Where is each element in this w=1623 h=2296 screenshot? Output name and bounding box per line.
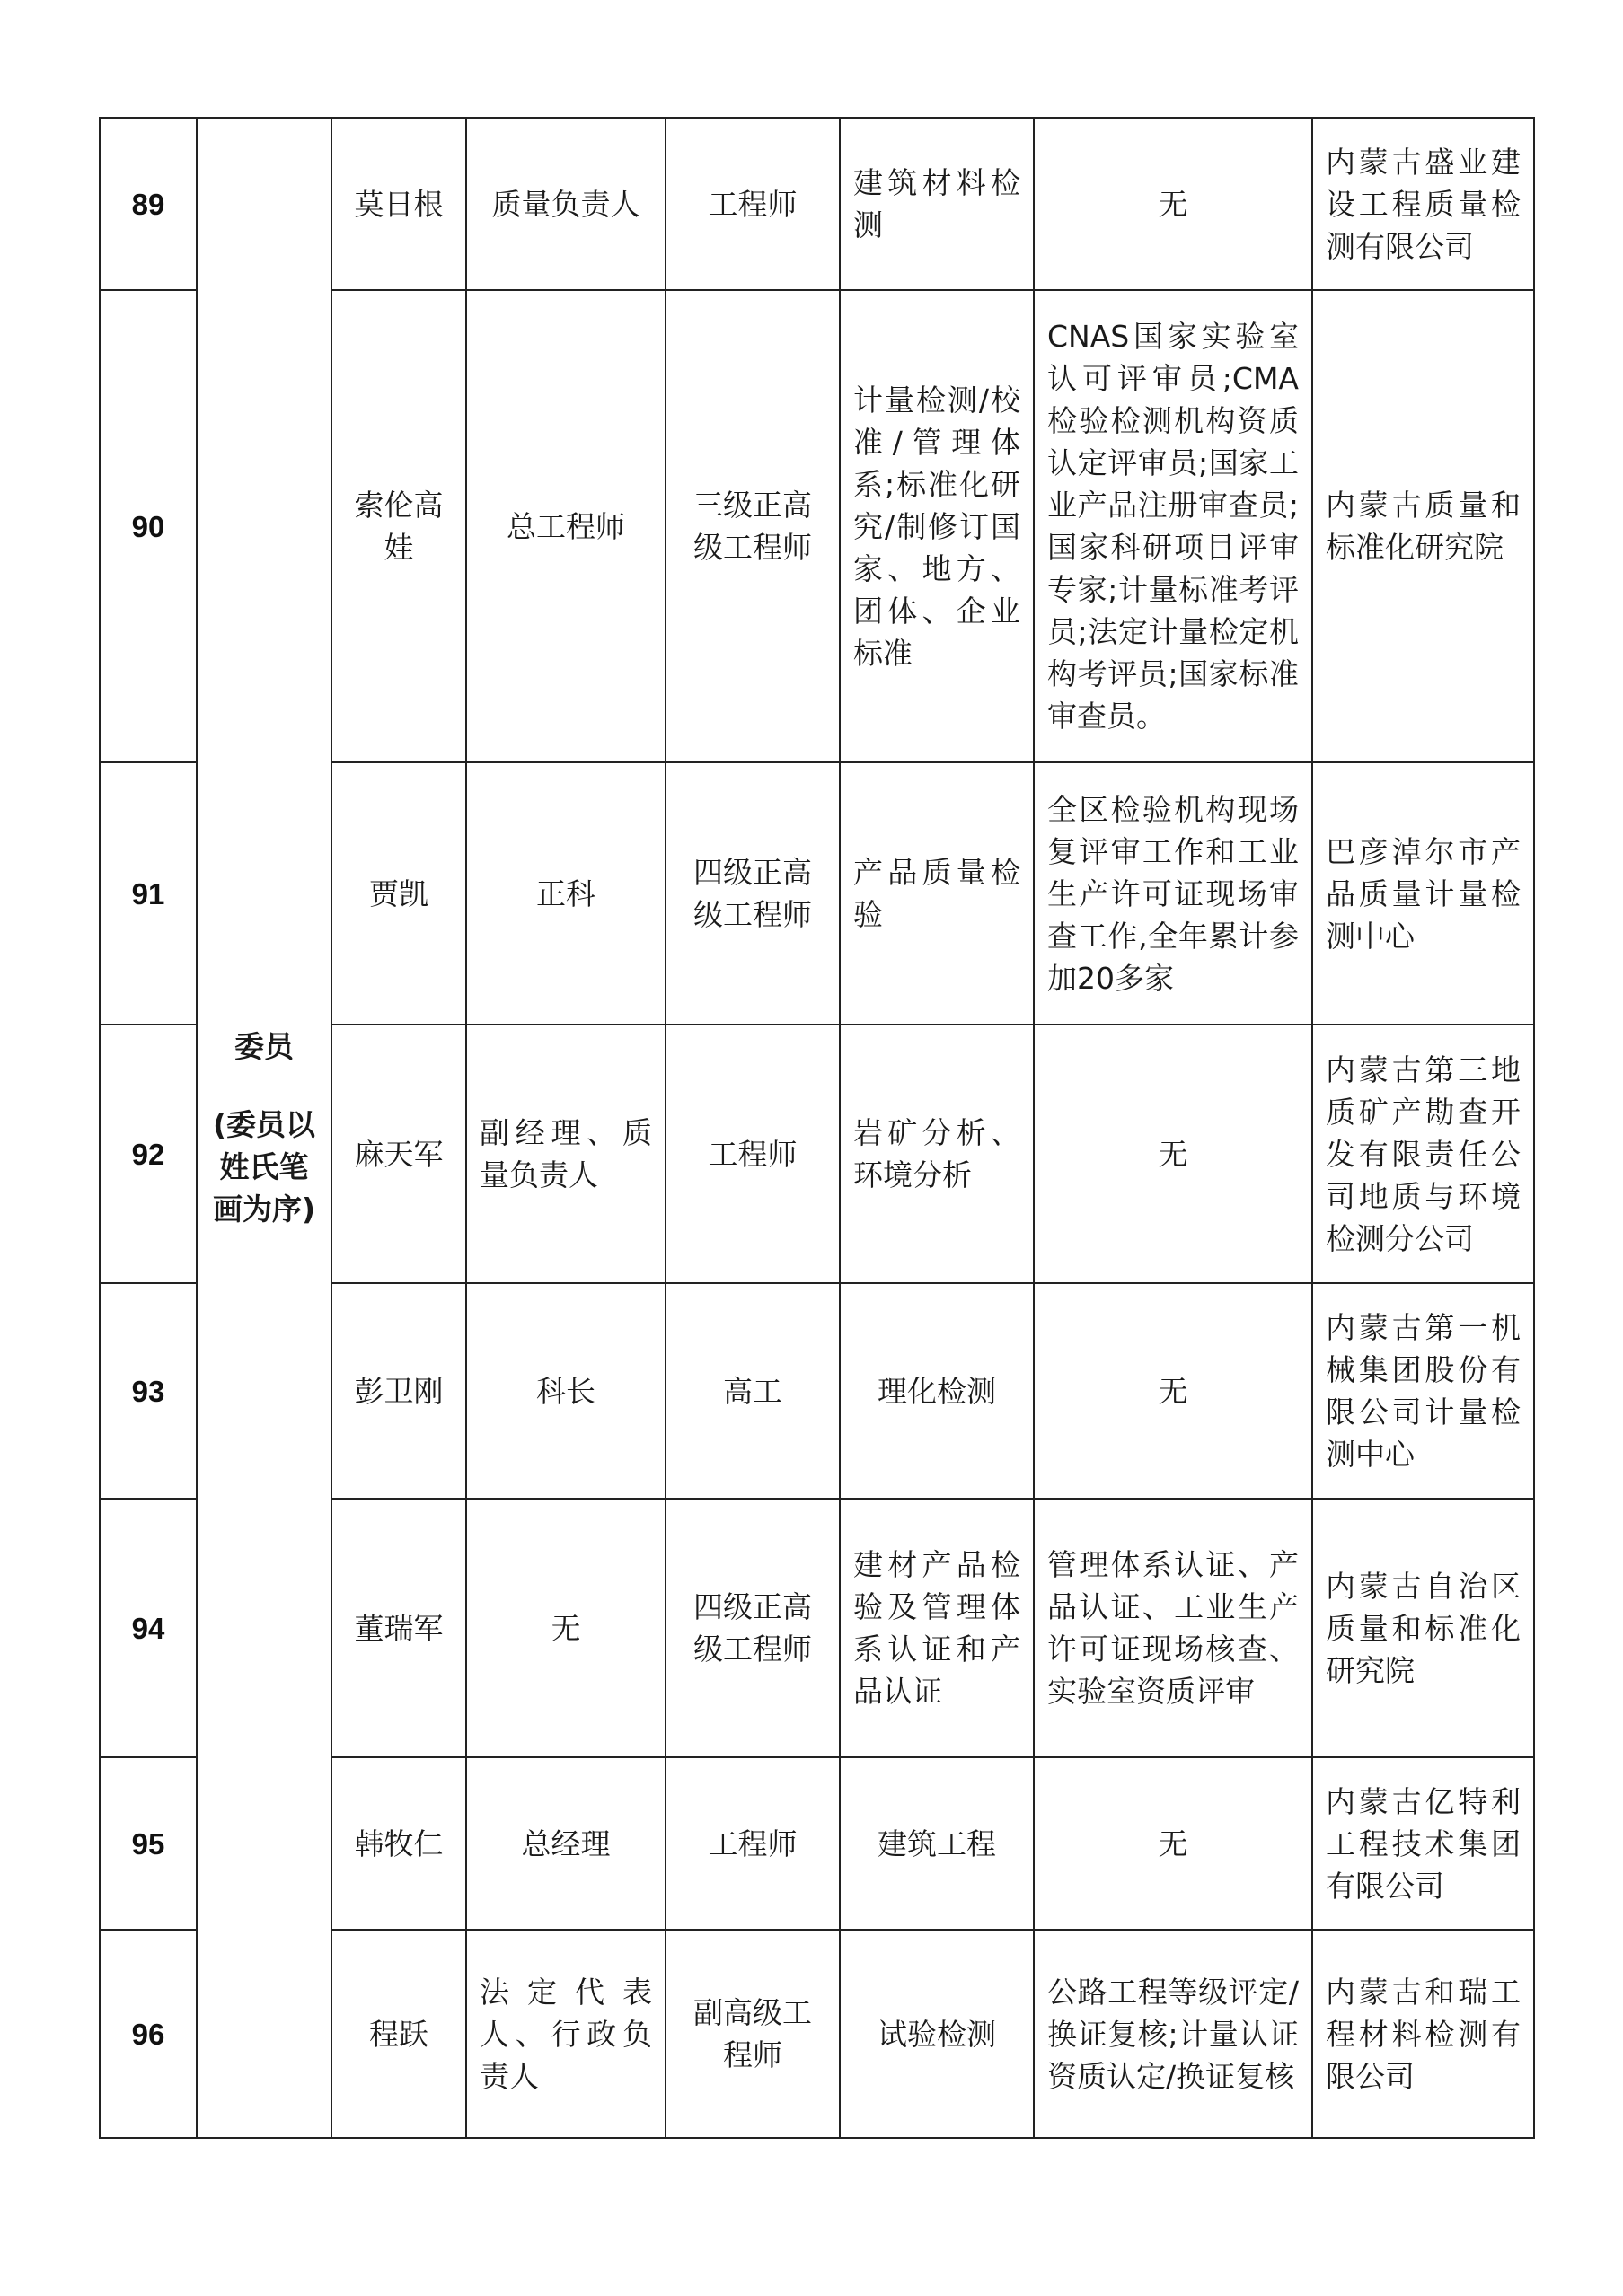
row-number: 89 [100, 118, 197, 290]
member-name: 索伦高娃 [331, 290, 466, 762]
member-position: 正科 [466, 762, 666, 1025]
member-name: 麻天军 [331, 1025, 466, 1283]
committee-table-page [99, 117, 1533, 2139]
member-employer: 内蒙古第三地质矿产勘查开发有限责任公司地质与环境检测分公司 [1312, 1025, 1534, 1283]
role-note: (委员以姓氏笔画为序) [212, 1107, 316, 1227]
row-number: 92 [100, 1025, 197, 1283]
member-title: 副高级工程师 [666, 1930, 840, 2138]
member-position: 法定代表人、行政负责人 [466, 1930, 666, 2138]
member-name: 韩牧仁 [331, 1757, 466, 1930]
member-position: 科长 [466, 1283, 666, 1499]
member-position: 总工程师 [466, 290, 666, 762]
row-number: 94 [100, 1499, 197, 1757]
member-experience: 无 [1034, 1283, 1312, 1499]
member-title: 高工 [666, 1283, 840, 1499]
member-employer: 内蒙古和瑞工程材料检测有限公司 [1312, 1930, 1534, 2138]
member-experience: 管理体系认证、产品认证、工业生产许可证现场核查、实验室资质评审 [1034, 1499, 1312, 1757]
row-number: 95 [100, 1757, 197, 1930]
member-position: 无 [466, 1499, 666, 1757]
member-experience: 全区检验机构现场复评审工作和工业生产许可证现场审查工作,全年累计参加20多家 [1034, 762, 1312, 1025]
row-number: 91 [100, 762, 197, 1025]
member-specialty: 建筑材料检测 [840, 118, 1034, 290]
member-experience: 公路工程等级评定/换证复核;计量认证资质认定/换证复核 [1034, 1930, 1312, 2138]
member-experience: 无 [1034, 1757, 1312, 1930]
member-specialty: 理化检测 [840, 1283, 1034, 1499]
committee-member-table [99, 117, 1535, 2139]
member-experience: CNAS国家实验室认可评审员;CMA检验检测机构资质认定评审员;国家工业产品注册审查员;国家科研项目评审专家;计量标准考评员;法定计量检定机构考评员;国家标准审查员。 [1034, 290, 1312, 762]
table-row [100, 118, 1534, 290]
member-employer: 内蒙古自治区质量和标准化研究院 [1312, 1499, 1534, 1757]
member-experience: 无 [1034, 118, 1312, 290]
member-specialty: 计量检测/校准/管理体系;标准化研究/制修订国家、地方、团体、企业标准 [840, 290, 1034, 762]
member-employer: 内蒙古质量和标准化研究院 [1312, 290, 1534, 762]
member-title: 四级正高级工程师 [666, 762, 840, 1025]
member-name: 莫日根 [331, 118, 466, 290]
member-employer: 内蒙古盛业建设工程质量检测有限公司 [1312, 118, 1534, 290]
member-title: 工程师 [666, 118, 840, 290]
member-specialty: 产品质量检验 [840, 762, 1034, 1025]
row-number: 96 [100, 1930, 197, 2138]
member-name: 程跃 [331, 1930, 466, 2138]
row-number: 93 [100, 1283, 197, 1499]
member-specialty: 岩矿分析、环境分析 [840, 1025, 1034, 1283]
member-specialty: 试验检测 [840, 1930, 1034, 2138]
member-specialty: 建筑工程 [840, 1757, 1034, 1930]
member-title: 四级正高级工程师 [666, 1499, 840, 1757]
member-title: 三级正高级工程师 [666, 290, 840, 762]
member-position: 质量负责人 [466, 118, 666, 290]
member-experience: 无 [1034, 1025, 1312, 1283]
member-employer: 内蒙古第一机械集团股份有限公司计量检测中心 [1312, 1283, 1534, 1499]
role-title: 委员 [234, 1029, 294, 1064]
member-title: 工程师 [666, 1025, 840, 1283]
row-number: 90 [100, 290, 197, 762]
member-name: 董瑞军 [331, 1499, 466, 1757]
role-cell [197, 118, 331, 2138]
member-employer: 内蒙古亿特利工程技术集团有限公司 [1312, 1757, 1534, 1930]
member-employer: 巴彦淖尔市产品质量计量检测中心 [1312, 762, 1534, 1025]
member-position: 总经理 [466, 1757, 666, 1930]
member-title: 工程师 [666, 1757, 840, 1930]
member-name: 彭卫刚 [331, 1283, 466, 1499]
member-specialty: 建材产品检验及管理体系认证和产品认证 [840, 1499, 1034, 1757]
member-position: 副经理、质量负责人 [466, 1025, 666, 1283]
member-name: 贾凯 [331, 762, 466, 1025]
